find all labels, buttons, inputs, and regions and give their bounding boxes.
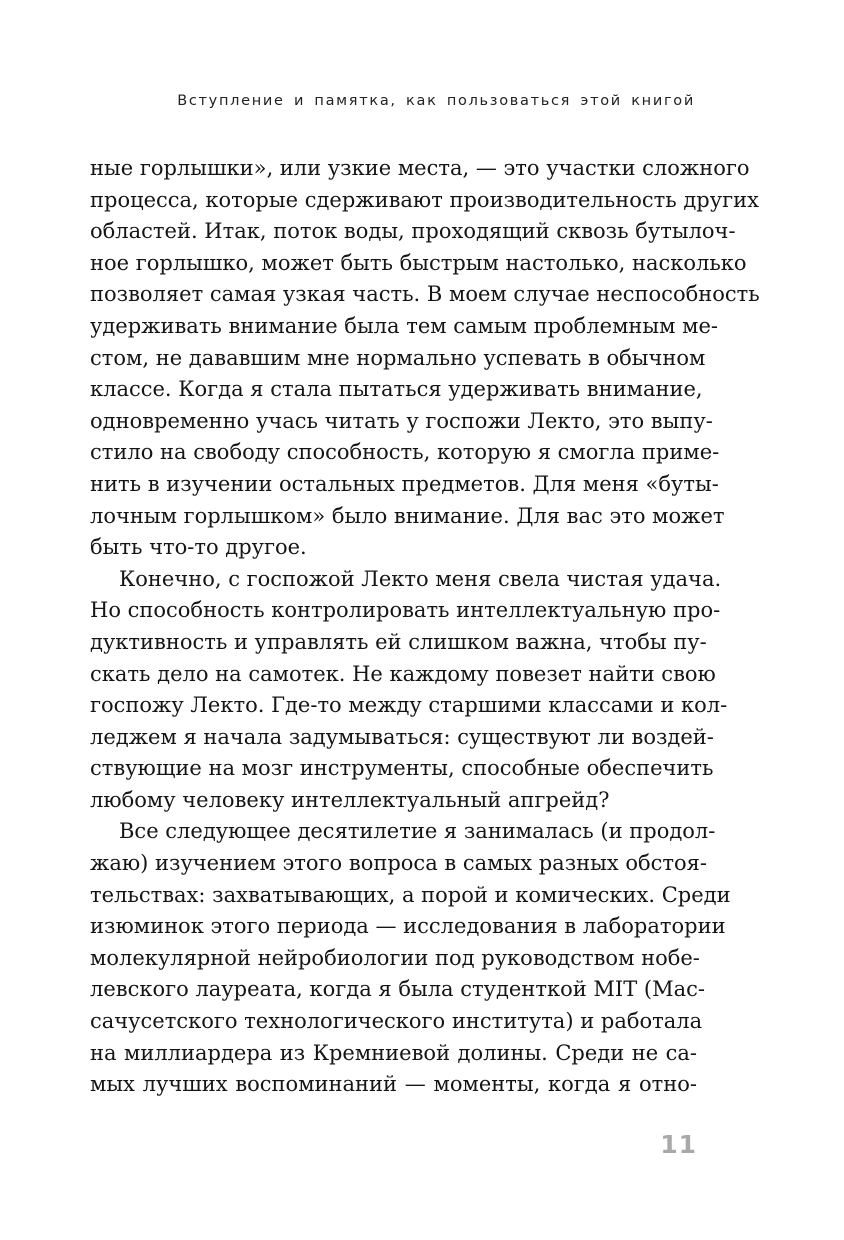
text-line: на миллиардера из Кремниевой долины. Среди не са-	[90, 1040, 697, 1065]
text-line: молекулярной нейробиологии под руководством нобе-	[90, 945, 700, 970]
text-line: стом, не дававшим мне нормально успевать в обычном	[90, 345, 706, 370]
text-line: классе. Когда я стала пытаться удерживать внимание,	[90, 377, 703, 402]
text-line: тельствах: захватывающих, а порой и комических. Среди	[90, 882, 731, 907]
text-line: леджем я начала задумываться: существуют ли воздей-	[90, 724, 714, 749]
text-line: Но способность контролировать интеллектуальную про-	[90, 598, 721, 623]
text-line: процесса, которые сдерживают производительность других	[90, 187, 759, 212]
text-line: госпожу Лекто. Где-то между старшими классами и кол-	[90, 693, 728, 718]
body-text	[90, 153, 760, 1101]
text-line: ное горлышко, может быть быстрым настолько, насколько	[90, 250, 747, 275]
text-line: Конечно, с госпожой Лекто меня свела чистая удача.	[119, 566, 722, 591]
text-line: мых лучших воспоминаний — моменты, когда я отно-	[90, 1072, 697, 1097]
text-line: одновременно учась читать у госпожи Лекто, это выпу-	[90, 408, 713, 433]
text-line: дуктивность и управлять ей слишком важна, чтобы пу-	[90, 629, 707, 654]
text-line: любому человеку интеллектуальный апгрейд?	[90, 787, 610, 812]
text-line: ствующие на мозг инструменты, способные обеспечить	[90, 756, 714, 781]
text-line: жаю) изучением этого вопроса в самых разных обстоя-	[90, 851, 708, 876]
text-line: лочным горлышком» было внимание. Для вас это может	[90, 503, 725, 528]
text-line: нить в изучении остальных предметов. Для меня «буты-	[90, 471, 719, 496]
text-line: стило на свободу способность, которую я смогла приме-	[90, 440, 720, 465]
text-line: удерживать внимание была тем самым проблемным ме-	[90, 313, 719, 338]
page-number: 11	[660, 1130, 697, 1159]
text-line: ные горлышки», или узкие места, — это участки сложного	[90, 156, 750, 180]
text-line: скать дело на самотек. Не каждому повезет найти свою	[90, 661, 716, 686]
text-line: быть что-то другое.	[90, 535, 307, 560]
text-line: позволяет самая узкая часть. В моем случае неспособность	[90, 282, 760, 307]
text-line: изюминок этого периода — исследования в лаборатории	[90, 914, 726, 939]
running-header: Вступление и памятка, как пользоваться этой книгой	[177, 93, 695, 109]
text-line: левского лауреата, когда я была студенткой MIT (Мас-	[90, 977, 705, 1002]
text-line: сачусетского технологического института) и работала	[90, 1009, 703, 1034]
text-line: областей. Итак, поток воды, проходящий сквозь бутылоч-	[90, 219, 736, 244]
text-line: Все следующее десятилетие я занималась (и продол-	[119, 819, 716, 844]
